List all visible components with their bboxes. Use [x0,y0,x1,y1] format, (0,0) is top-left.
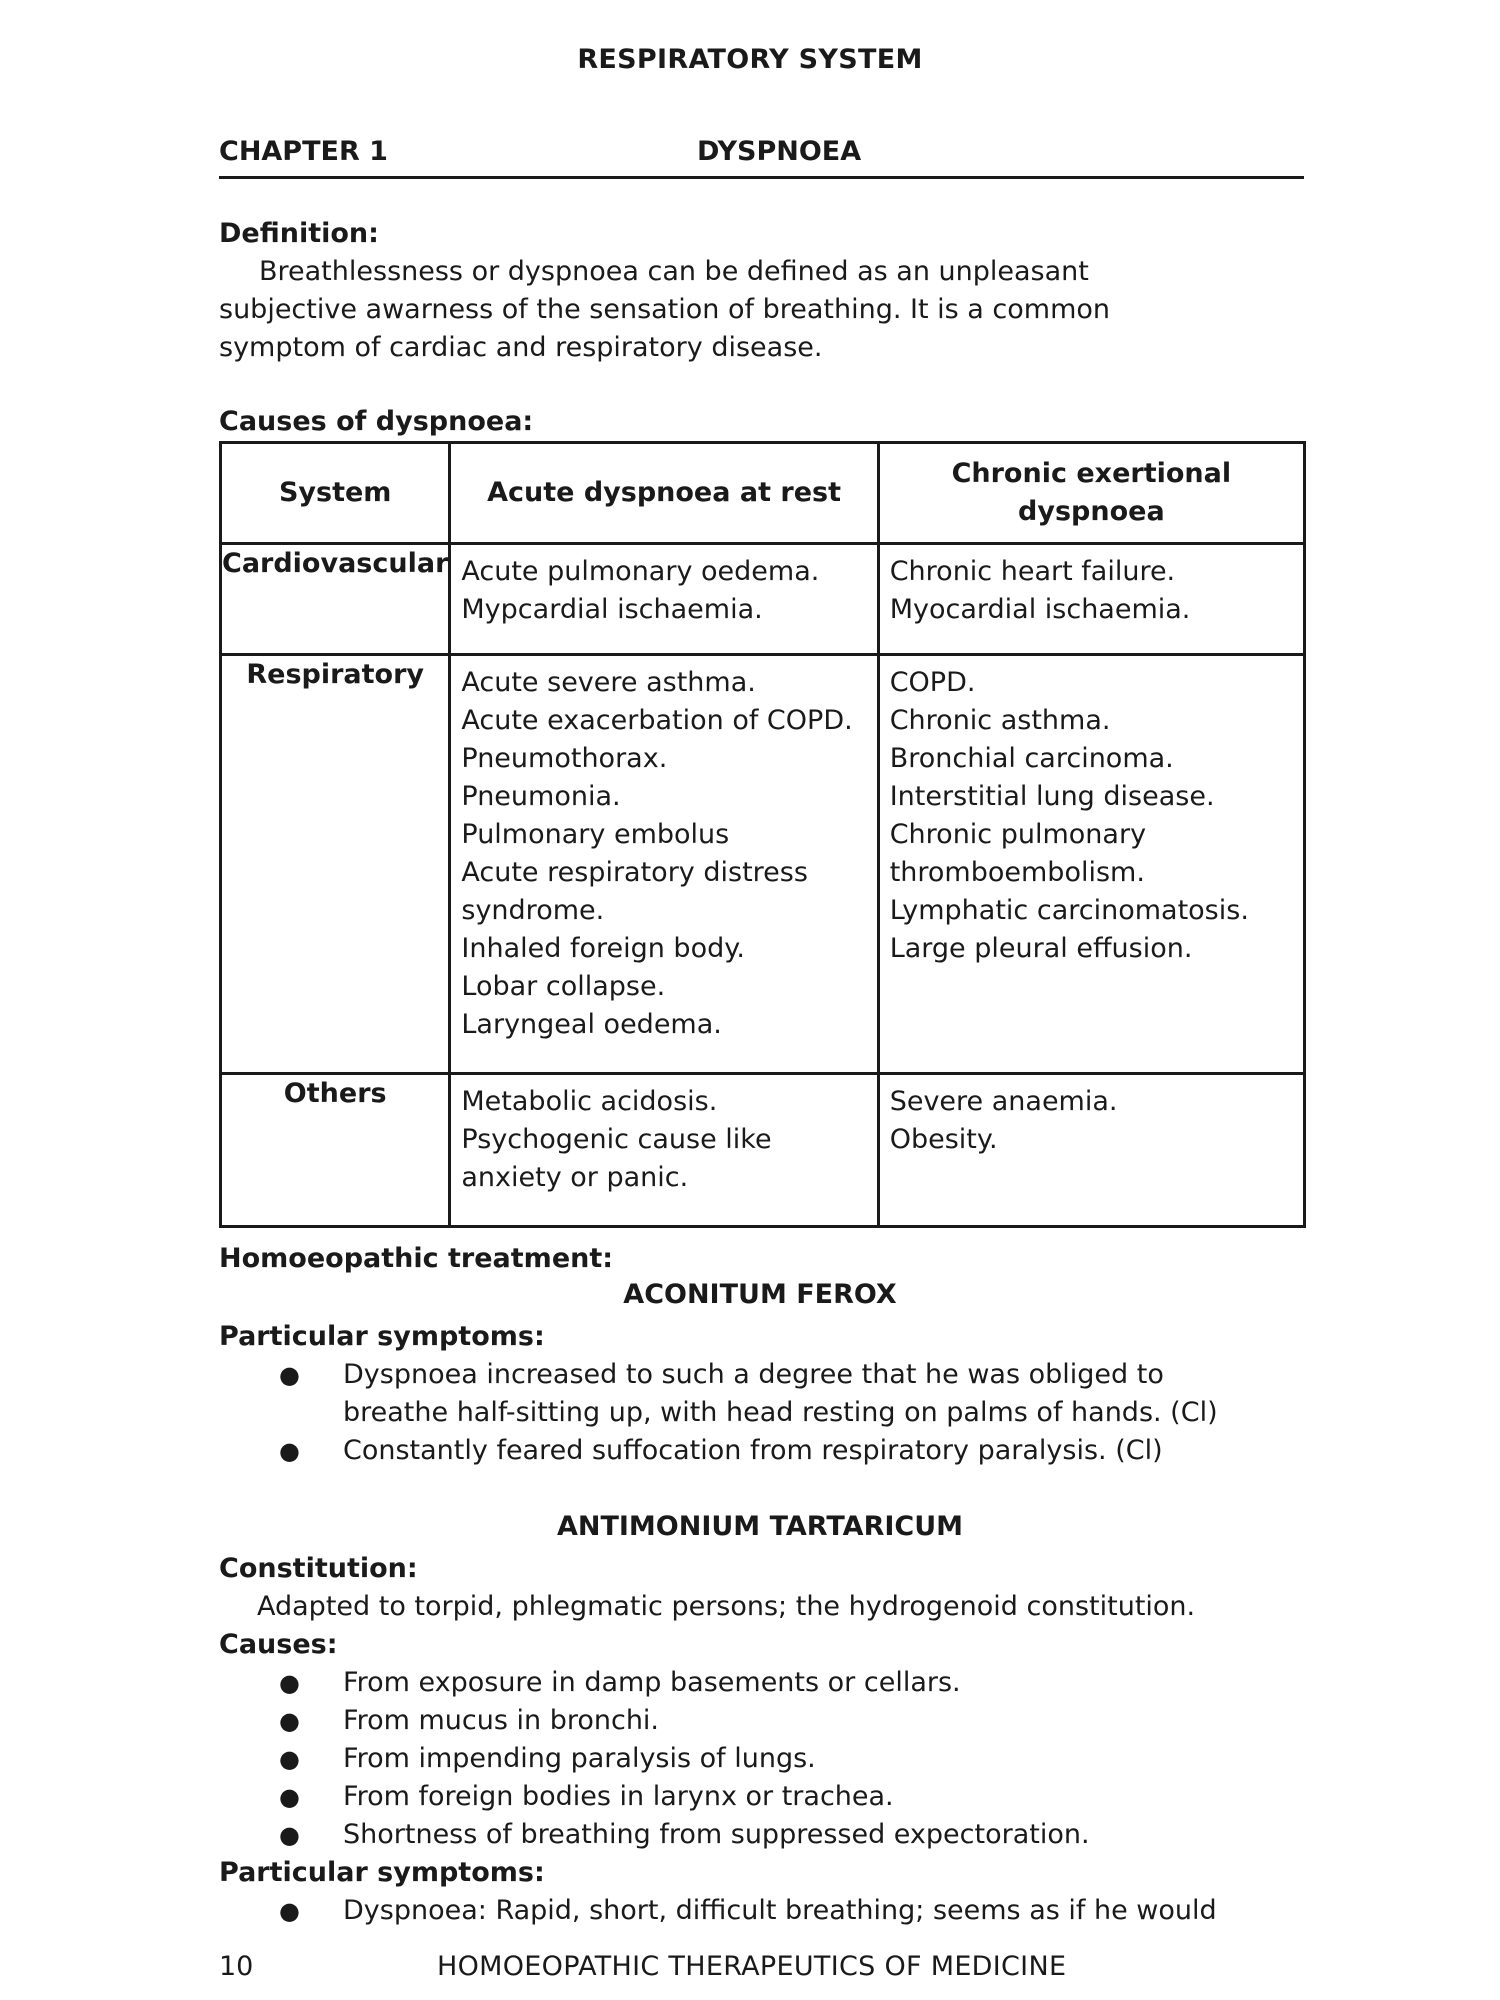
aconitum-symptom-list [219,1356,1309,1470]
bullet-icon: ● [279,1783,300,1811]
bullet-icon: ● [279,1897,300,1925]
symptoms-heading: Particular symptoms: [219,1321,545,1352]
cell-line: Large pleural effusion. [889,933,1193,964]
system-cell: Others [221,1074,450,1227]
definition-section [219,215,1309,367]
running-head: RESPIRATORY SYSTEM [577,44,923,75]
chapter-title: DYSPNOEA [697,136,862,167]
definition-text: Breathlessness or dyspnoea can be defined as an unpleasant subjective awarness of the sensation of breathing. It is a common symptom of cardiac and respiratory disease. [219,256,1111,363]
acute-cell [450,655,878,1074]
bullet-icon: ● [279,1361,300,1389]
cell-line: Acute exacerbation of COPD. [461,705,853,736]
list-item: ● Constantly feared suffocation from respiratory paralysis. (Cl) [219,1432,1309,1470]
cell-line: Chronic asthma. [889,705,1111,736]
cell-line: Acute pulmonary oedema. [461,556,820,587]
cell-line: Obesity. [889,1124,998,1155]
cell-line: Chronic heart failure. [889,556,1176,587]
cell-line: Myocardial ischaemia. [889,594,1191,625]
header-acute: Acute dyspnoea at rest [450,443,878,544]
cell-line: Severe anaemia. [889,1086,1118,1117]
cell-line: Pneumothorax. [461,743,668,774]
chronic-cell [878,655,1304,1074]
causes-heading: Causes of dyspnoea: [219,406,534,437]
cell-line: thromboembolism. [889,857,1145,888]
system-cell: Cardiovascular [221,544,450,655]
constitution-heading: Constitution: [219,1553,418,1584]
table-row [221,655,1305,1074]
list-item: ● Shortness of breathing from suppressed expectoration. [219,1816,1309,1854]
cell-line: Pulmonary embolus [461,819,730,850]
symptoms-heading: Particular symptoms: [219,1857,545,1888]
antimonium-causes-list [219,1664,1309,1854]
acute-cell [450,1074,878,1227]
cell-line: Bronchial carcinoma. [889,743,1174,774]
bullet-icon: ● [279,1707,300,1735]
cell-line: Lymphatic carcinomatosis. [889,895,1249,926]
table-header-row [221,443,1305,544]
list-item: ● From mucus in bronchi. [219,1702,1309,1740]
system-cell: Respiratory [221,655,450,1074]
definition-heading: Definition: [219,218,379,249]
header-chronic: Chronic exertional dyspnoea [878,443,1304,544]
treatment-heading: Homoeopathic treatment: [219,1243,614,1274]
remedy-name-antimonium: ANTIMONIUM TARTARICUM [556,1511,964,1542]
cell-line: Acute respiratory distress [461,857,808,888]
list-item: ● Dyspnoea: Rapid, short, difficult breathing; seems as if he would [219,1892,1309,1930]
table-row [221,1074,1305,1227]
header-system: System [221,443,450,544]
cell-line: Chronic pulmonary [889,819,1147,850]
cell-line: Laryngeal oedema. [461,1009,722,1040]
aconitum-section [219,1318,1309,1470]
cell-line: COPD. [889,667,976,698]
causes-table [219,441,1306,1228]
cell-line: syndrome. [461,895,605,926]
chapter-header [219,136,1304,179]
cell-line: Inhaled foreign body. [461,933,745,964]
causes-sub-heading: Causes: [219,1629,338,1660]
bullet-icon: ● [279,1437,300,1465]
remedy-name-aconitum: ACONITUM FEROX [623,1279,897,1310]
antimonium-section [219,1550,1309,1930]
cell-line: Acute severe asthma. [461,667,756,698]
bullet-icon: ● [279,1669,300,1697]
bullet-icon: ● [279,1821,300,1849]
page-number: 10 [219,1951,254,1982]
acute-cell [450,544,878,655]
cell-line: Pneumonia. [461,781,621,812]
list-item: ● From impending paralysis of lungs. [219,1740,1309,1778]
chapter-number: CHAPTER 1 [219,136,388,167]
cell-line: Metabolic acidosis. [461,1086,718,1117]
cell-line: Lobar collapse. [461,971,666,1002]
cell-line: Mypcardial ischaemia. [461,594,763,625]
bullet-icon: ● [279,1745,300,1773]
chronic-cell [878,1074,1304,1227]
book-title: HOMOEOPATHIC THERAPEUTICS OF MEDICINE [437,1951,1067,1982]
constitution-text: Adapted to torpid, phlegmatic persons; the hydrogenoid constitution. [257,1591,1196,1622]
list-item: ● From foreign bodies in larynx or trachea. [219,1778,1309,1816]
cell-line: Psychogenic cause like [461,1124,772,1155]
chronic-cell [878,544,1304,655]
cell-line: anxiety or panic. [461,1162,689,1193]
table-row [221,544,1305,655]
cell-line: Interstitial lung disease. [889,781,1215,812]
list-item: ● Dyspnoea increased to such a degree that he was obliged to breathe half-sitting up, with head resting on palms of hands. (Cl) [219,1356,1309,1432]
list-item: ● From exposure in damp basements or cellars. [219,1664,1309,1702]
antimonium-symptom-list [219,1892,1309,1930]
